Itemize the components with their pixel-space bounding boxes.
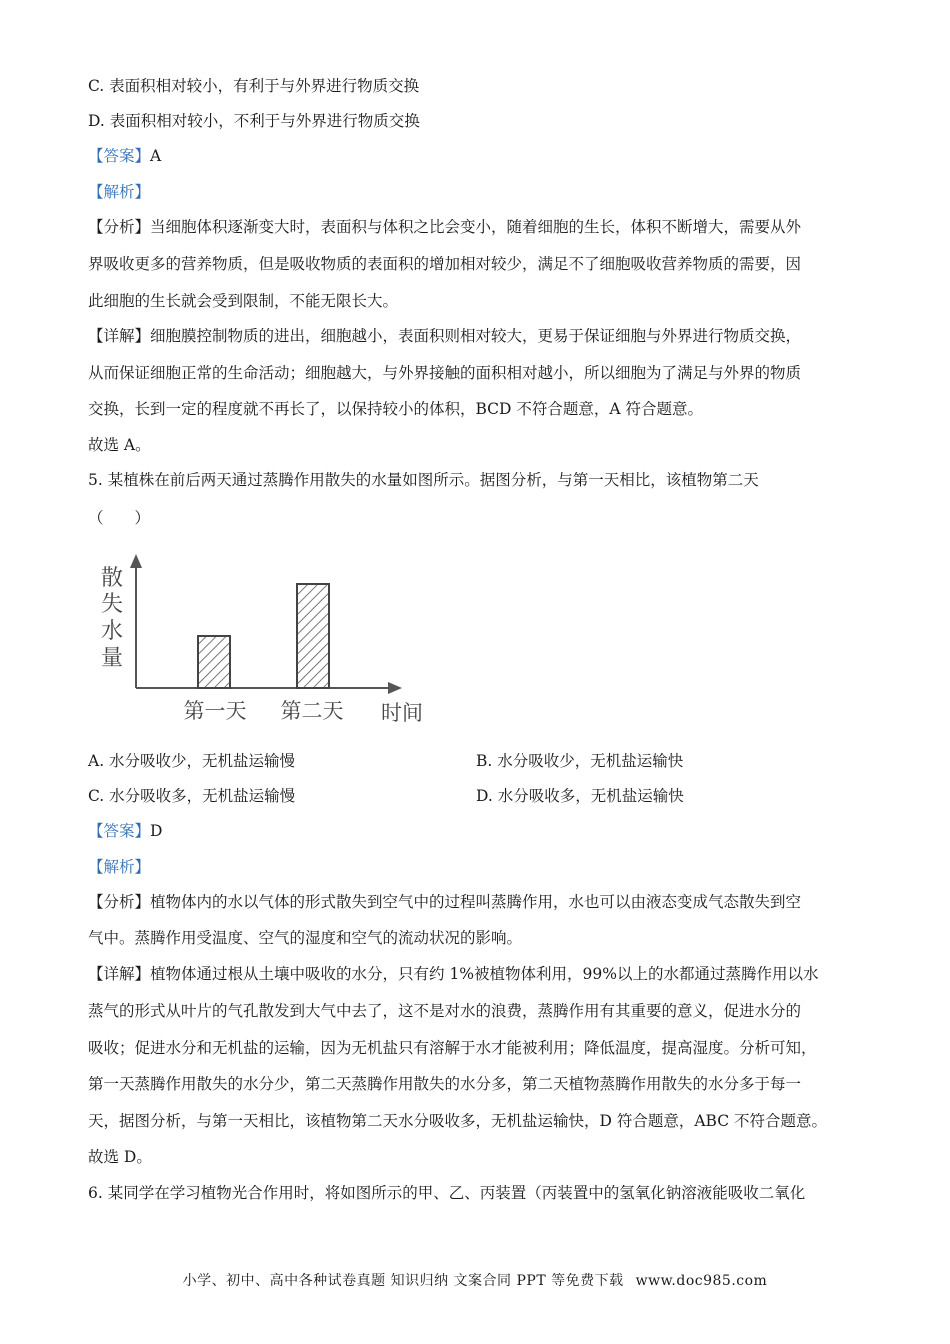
y-label-char: 水 [100,619,124,644]
q5-option-c: C. 水分吸收多，无机盐运输慢 [88,787,296,805]
q5-option-d: D. 水分吸收多，无机盐运输快 [476,787,684,805]
q4-xiangjie-line-1 [88,326,801,346]
x-axis-label: 时间 [381,701,423,725]
fenxi-text: 当细胞体积逐渐变大时，表面积与体积之比会变小，随着细胞的生长，体积不断增大，需要从外 [150,218,802,236]
q4-answer-row [88,146,161,166]
q5-stem-line-2: （ ） [88,509,151,527]
q5-fenxi-line-1 [88,892,801,912]
xiangjie-tag: 【详解】 [88,965,151,983]
q4-xiangjie-line-3: 交换，长到一定的程度就不再长了，以保持较小的体积，BCD 不符合题意，A 符合题意。 [88,400,704,418]
fenxi-tag: 【分析】 [88,218,151,236]
q5-xiangjie-line-2: 蒸气的形式从叶片的气孔散发到大气中去了，这不是对水的浪费，蒸腾作用有其重要的意义，促进水分的 [88,1002,802,1020]
xiangjie-text: 植物体通过根从土壤中吸收的水分，只有约 1%被植物体利用，99%以上的水都通过蒸腾作用以水 [150,965,819,983]
q4-fenxi-line-3: 此细胞的生长就会受到限制，不能无限长大。 [88,292,399,310]
q5-fenxi-line-2: 气中。蒸腾作用受温度、空气的湿度和空气的流动状况的影响。 [88,929,523,947]
xiangjie-text: 细胞膜控制物质的进出，细胞越小，表面积则相对较大，更易于保证细胞与外界进行物质交换， [150,327,802,345]
fenxi-text: 植物体内的水以气体的形式散失到空气中的过程叫蒸腾作用，水也可以由液态变成气态散失到空 [150,893,802,911]
bar-1 [198,636,230,688]
y-label-char: 失 [100,592,124,617]
q4-fenxi-line-2: 界吸收更多的营养物质，但是吸收物质的表面积的增加相对较少，满足不了细胞吸收营养物质的需要，因 [88,255,802,273]
q5-answer-row [88,821,162,841]
q4-fenxi-line-1 [88,217,801,237]
y-label-char: 量 [100,646,124,671]
q5-stem-line-1: 5. 某植株在前后两天通过蒸腾作用散失的水量如图所示。据图分析，与第一天相比，该植物第二天 [88,471,759,489]
q5-xiangjie-line-5: 天，据图分析，与第一天相比，该植物第二天水分吸收多，无机盐运输快，D 符合题意，ABC 不符合题意。 [88,1112,828,1130]
q5-xiangjie-line-3: 吸收；促进水分和无机盐的运输，因为无机盐只有溶解于水才能被利用；降低温度，提高湿度。分析可知， [88,1039,817,1057]
page-footer [0,1270,950,1290]
q4-conclusion: 故选 A。 [88,436,151,454]
fenxi-tag: 【分析】 [88,893,151,911]
q5-analysis-tag: 【解析】 [88,858,151,876]
y-label-char: 散 [100,566,124,591]
footer-text: 小学、初中、高中各种试卷真题 知识归纳 文案合同 PPT 等免费下载 [182,1273,624,1289]
answer-tag: 【答案】 [88,147,151,165]
q5-conclusion: 故选 D。 [88,1148,152,1166]
q4-xiangjie-line-2: 从而保证细胞正常的生命活动；细胞越大，与外界接触的面积相对越小，所以细胞为了满足与外界的物质 [88,364,802,382]
x-axis-arrow [388,682,402,694]
y-axis-arrow [130,554,142,568]
x-tick-label: 第二天 [280,699,344,723]
q5-option-b: B. 水分吸收少，无机盐运输快 [476,752,684,770]
footer-url: www.doc985.com [635,1273,768,1289]
answer-tag: 【答案】 [88,822,151,840]
evaporation-bar-chart [96,548,436,730]
q4-analysis-tag: 【解析】 [88,183,151,201]
q5-xiangjie-line-1 [88,964,819,984]
q5-xiangjie-line-4: 第一天蒸腾作用散失的水分少，第二天蒸腾作用散失的水分多，第二天植物蒸腾作用散失的水分多于每一 [88,1075,802,1093]
answer-value: A [150,147,162,165]
q4-option-d: D. 表面积相对较小，不利于与外界进行物质交换 [88,112,420,130]
xiangjie-tag: 【详解】 [88,327,151,345]
x-tick-label: 第一天 [183,699,247,723]
q5-option-a: A. 水分吸收少，无机盐运输慢 [88,752,296,770]
answer-value: D [150,822,163,840]
bar-2 [297,584,329,688]
q6-stem-line-1: 6. 某同学在学习植物光合作用时，将如图所示的甲、乙、丙装置（丙装置中的氢氧化钠溶液能吸收二氧化 [88,1184,806,1202]
q4-option-c: C. 表面积相对较小，有利于与外界进行物质交换 [88,77,420,95]
